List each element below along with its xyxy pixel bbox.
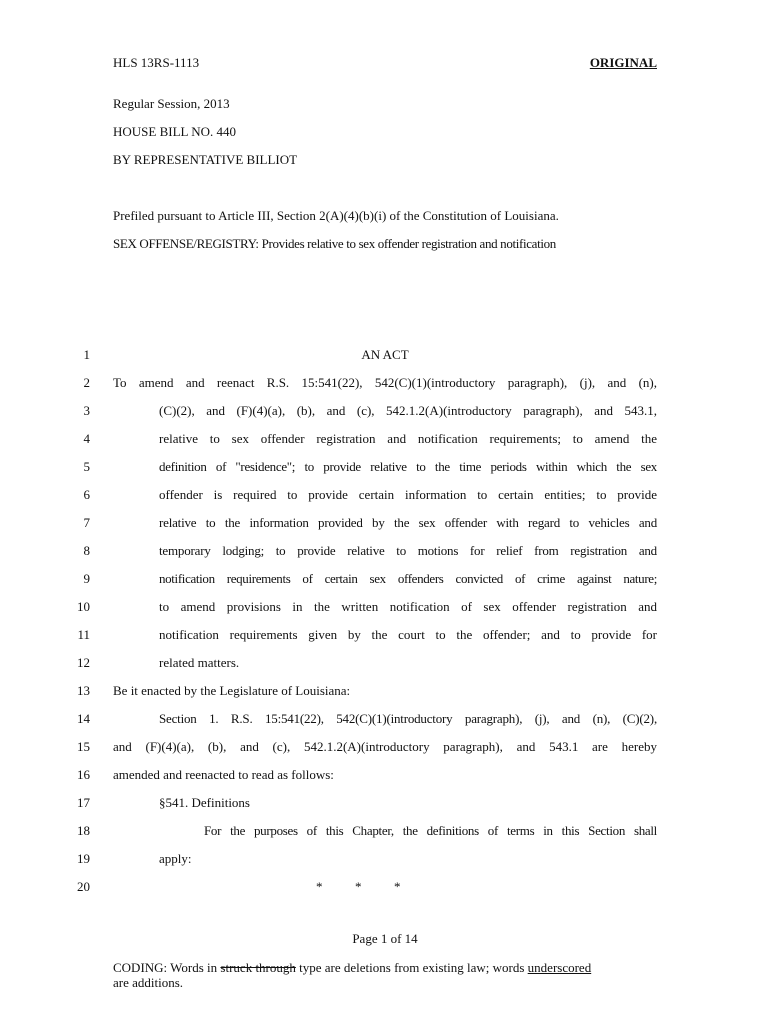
line-text: offender is required to provide certain information to certain entities; to provide [159, 487, 657, 502]
struck-through-sample: struck through [220, 960, 296, 975]
line-number: 5 [83, 459, 90, 474]
line-text: Section 1. R.S. 15:541(22), 542(C)(1)(introductory paragraph), (j), and (n), (C)(2), [159, 711, 657, 726]
act-title: AN ACT [361, 347, 409, 362]
status-label: ORIGINAL [589, 55, 657, 70]
section-heading: §541. Definitions [159, 795, 250, 810]
line-text: related matters. [159, 655, 240, 670]
bill-code: HLS 13RS-1113 [113, 55, 200, 70]
line-text: (C)(2), and (F)(4)(a), (b), and (c), 542.1.2(A)(introductory paragraph), and 543.1, [159, 403, 657, 418]
line-number: 3 [83, 403, 90, 418]
prefiled-line: Prefiled pursuant to Article III, Section 2(A)(4)(b)(i) of the Constitution of Louisiana. [113, 208, 559, 223]
line-text: amended and reenacted to read as follows: [113, 767, 334, 782]
line-text: to amend provisions in the written notification of sex offender registration and [159, 599, 657, 614]
line-number: 2 [83, 375, 90, 390]
author-line: BY REPRESENTATIVE BILLIOT [113, 152, 298, 167]
line-text: relative to sex offender registration and notification requirements; to amend the [159, 431, 657, 446]
coding-prefix: CODING: Words in [113, 960, 221, 975]
line-number: 6 [83, 487, 90, 502]
line-number: 15 [77, 739, 90, 754]
line-number: 8 [83, 543, 90, 558]
coding-suffix: are additions. [113, 975, 184, 990]
line-number: 7 [83, 515, 90, 530]
line-number: 1 [83, 347, 90, 362]
line-number: 20 [77, 879, 90, 894]
line-text: notification requirements given by the court to the offender; and to provide for [159, 627, 657, 642]
line-number: 17 [77, 795, 90, 810]
digest-line: SEX OFFENSE/REGISTRY: Provides relative to sex offender registration and notification [113, 236, 556, 251]
line-text: For the purposes of this Chapter, the definitions of terms in this Section shall [204, 823, 657, 838]
line-number: 12 [77, 655, 90, 670]
session-label: Regular Session, 2013 [113, 96, 230, 111]
line-text: relative to the information provided by the sex offender with regard to vehicles and [159, 515, 657, 530]
line-number: 11 [77, 627, 90, 642]
line-text: apply: [159, 851, 192, 866]
line-text: temporary lodging; to provide relative to motions for relief from registration and [159, 543, 657, 558]
enacting-clause: Be it enacted by the Legislature of Louisiana: [113, 683, 351, 698]
line-text: notification requirements of certain sex offenders convicted of crime against nature; [159, 571, 657, 586]
page-number: Page 1 of 14 [352, 931, 418, 946]
line-text: To amend and reenact R.S. 15:541(22), 542(C)(1)(introductory paragraph), (j), and (n), [113, 375, 657, 390]
line-number: 19 [77, 851, 90, 866]
line-number: 9 [83, 571, 90, 586]
line-number: 16 [77, 767, 90, 782]
coding-note [113, 960, 657, 990]
omission-asterisks: * * * [316, 879, 401, 894]
line-number: 4 [83, 431, 90, 446]
line-text: and (F)(4)(a), (b), and (c), 542.1.2(A)(introductory paragraph), and 543.1 are hereby [113, 739, 657, 754]
underscored-sample: underscored [527, 960, 592, 975]
bill-number: HOUSE BILL NO. 440 [113, 124, 237, 139]
line-number: 13 [77, 683, 90, 698]
line-number: 14 [77, 711, 90, 726]
line-number: 18 [77, 823, 90, 838]
coding-middle: type are deletions from existing law; words [295, 960, 528, 975]
line-text: definition of "residence"; to provide relative to the time periods within which the sex [159, 459, 657, 474]
line-number: 10 [77, 599, 90, 614]
